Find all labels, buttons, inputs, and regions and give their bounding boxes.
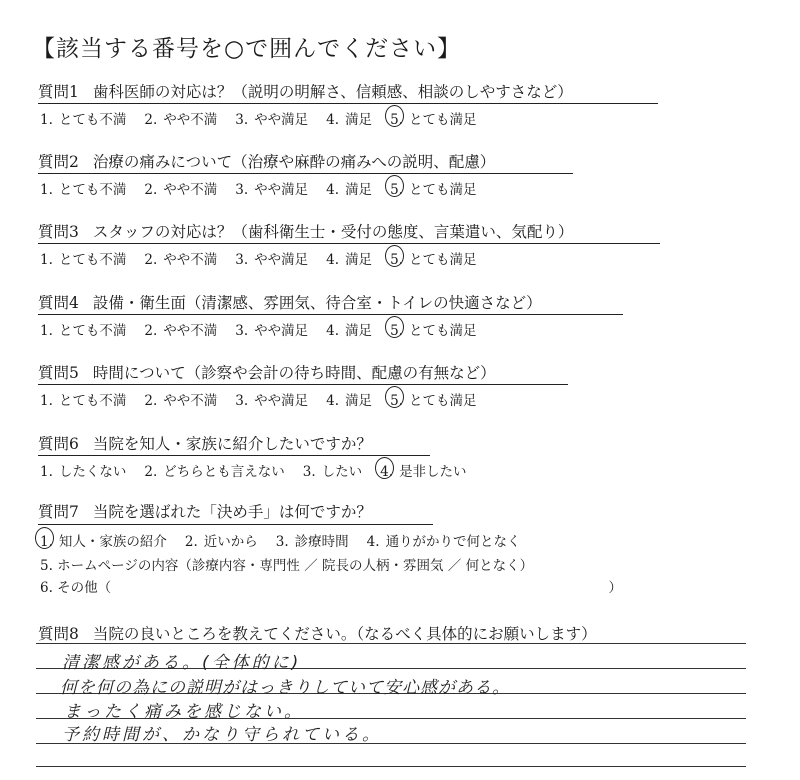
question-6-underline xyxy=(38,455,430,456)
option-label: 満足 xyxy=(345,393,373,409)
question-8-title xyxy=(38,622,597,644)
question-2-title xyxy=(38,150,495,172)
option-label: やや満足 xyxy=(254,323,309,339)
option-number: 4. xyxy=(326,323,340,339)
question-number: 質問1 xyxy=(38,83,79,101)
question-7-option-5[interactable]: 5. ホームページの内容（診療内容・専門性 ／ 院長の人柄・雰囲気 ／ 何となく） xyxy=(40,558,534,574)
option-number: 2. xyxy=(144,112,158,128)
rating-option[interactable] xyxy=(40,108,126,128)
question-text: スタッフの対応は？（歯科衛生士・受付の態度、言葉遣い、気配り） xyxy=(92,223,574,241)
rating-option[interactable] xyxy=(144,389,217,409)
rating-option[interactable] xyxy=(144,178,217,198)
option-label: やや満足 xyxy=(254,112,309,128)
option-label: 満足 xyxy=(345,112,373,128)
handwritten-answer-2: 何を何の為にの説明がはっきりしていて安心感がある。 xyxy=(60,678,510,698)
option-number: 3. xyxy=(302,464,316,480)
rating-option[interactable] xyxy=(235,248,308,268)
option-label: やや不満 xyxy=(163,393,218,409)
option-number: 2. xyxy=(144,182,158,198)
rating-option[interactable] xyxy=(326,319,372,339)
rating-option[interactable] xyxy=(144,108,217,128)
rating-option[interactable] xyxy=(326,389,372,409)
question-1-title xyxy=(38,80,573,102)
option-number: 3. xyxy=(275,534,289,550)
option-number: 1. xyxy=(40,464,53,480)
question-1-options xyxy=(40,108,494,128)
option-label: とても満足 xyxy=(408,112,477,128)
question-7-title xyxy=(38,500,372,522)
option-label: どちらとも言えない xyxy=(163,464,285,480)
option-label: とても満足 xyxy=(408,323,477,339)
option-number: 2. xyxy=(144,464,158,480)
option-label: 是非したい xyxy=(399,464,467,480)
question-7-option-6[interactable] xyxy=(40,576,620,596)
question-number: 質問4 xyxy=(38,294,79,312)
option-label: やや満足 xyxy=(254,252,309,268)
option-label: やや不満 xyxy=(163,252,218,268)
question-5-underline xyxy=(38,384,568,385)
rating-option-selected[interactable] xyxy=(390,248,476,268)
option-label: とても不満 xyxy=(58,323,127,339)
other-label: 6. その他（ xyxy=(40,580,112,596)
question-1-underline xyxy=(38,103,658,104)
question-2-options xyxy=(40,178,494,198)
rating-option[interactable] xyxy=(235,108,308,128)
option-number: 4. xyxy=(326,182,340,198)
rating-option[interactable] xyxy=(40,389,126,409)
question-3-underline xyxy=(38,243,660,244)
question-text: 治療の痛みについて（治療や麻酔の痛みへの説明、配慮） xyxy=(92,153,496,171)
option-number: 2. xyxy=(144,323,158,339)
option-label: とても不満 xyxy=(58,393,127,409)
option-number: 5. xyxy=(390,112,403,128)
question-2-underline xyxy=(38,173,573,174)
question-4-title xyxy=(38,291,542,313)
instruction-header: 【該当する番号を○で囲んでください】 xyxy=(32,36,462,62)
option-label: やや不満 xyxy=(163,112,218,128)
other-close-paren: ） xyxy=(608,580,622,596)
option-label: 知人・家族の紹介 xyxy=(58,534,167,550)
decision-option[interactable] xyxy=(185,530,258,550)
option-number: 2. xyxy=(144,252,158,268)
question-text: 設備・衛生面（清潔感、雰囲気、待合室・トイレの快適さなど） xyxy=(92,294,542,312)
answer-line xyxy=(36,766,746,767)
option-number: 1. xyxy=(40,182,53,198)
option-label: 満足 xyxy=(345,182,373,198)
decision-option[interactable] xyxy=(367,530,521,550)
question-4-underline xyxy=(38,314,623,315)
option-number: 1. xyxy=(40,252,53,268)
rating-option[interactable] xyxy=(40,248,126,268)
option-number: 1. xyxy=(40,323,53,339)
option-label: とても不満 xyxy=(58,252,127,268)
rating-option[interactable] xyxy=(235,319,308,339)
option-label: 近いから xyxy=(203,534,258,550)
option-number: 4. xyxy=(326,393,340,409)
question-6-title xyxy=(38,432,372,454)
option-number: 2. xyxy=(184,534,198,550)
handwritten-answer-1: 清潔感がある。(全体的に) xyxy=(62,653,302,673)
option-number: 5. xyxy=(390,182,403,198)
option-label: とても不満 xyxy=(58,112,127,128)
option-label: したい xyxy=(321,464,363,480)
question-3-options xyxy=(40,248,494,268)
decision-option-selected[interactable] xyxy=(40,530,167,550)
question-number: 質問8 xyxy=(38,625,79,643)
question-text: 当院の良いところを教えてください。（なるべく具体的にお願いします） xyxy=(92,625,597,643)
handwritten-answer-3: まったく痛みを感じない。 xyxy=(64,702,304,722)
option-label: やや満足 xyxy=(254,393,309,409)
option-label: やや不満 xyxy=(163,182,218,198)
question-number: 質問6 xyxy=(38,435,79,453)
option-label: とても満足 xyxy=(408,182,477,198)
option-label: とても満足 xyxy=(408,252,477,268)
question-text: 当院を知人・家族に紹介したいですか？ xyxy=(92,435,372,453)
question-text: 歯科医師の対応は？（説明の明解さ、信頼感、相談のしやすさなど） xyxy=(92,83,573,101)
question-3-title xyxy=(38,220,573,242)
handwritten-answer-4: 予約時間が、かなり守られている。 xyxy=(62,725,382,745)
rating-option-selected[interactable] xyxy=(390,319,476,339)
option-label: したくない xyxy=(58,464,127,480)
option-label: 診療時間 xyxy=(294,534,349,550)
rating-option[interactable] xyxy=(40,178,126,198)
question-6-options xyxy=(40,460,485,480)
rating-option[interactable] xyxy=(144,460,284,480)
option-number: 1. xyxy=(40,393,53,409)
option-number: 4. xyxy=(366,534,380,550)
option-number: 5. xyxy=(390,252,403,268)
option-number: 3. xyxy=(235,252,249,268)
option-label: やや満足 xyxy=(254,182,309,198)
option-label: やや不満 xyxy=(163,323,218,339)
rating-option[interactable] xyxy=(144,319,217,339)
option-number: 3. xyxy=(235,182,249,198)
option-number: 1. xyxy=(40,534,53,550)
question-number: 質問5 xyxy=(38,364,79,382)
question-number: 質問7 xyxy=(38,503,79,521)
question-text: 当院を選ばれた「決め手」は何ですか？ xyxy=(92,503,372,521)
option-number: 3. xyxy=(235,393,249,409)
option-label: 通りがかりで何となく xyxy=(385,534,521,550)
option-number: 5. xyxy=(390,393,403,409)
option-number: 5. xyxy=(390,323,403,339)
rating-option-selected[interactable] xyxy=(390,389,476,409)
rating-option-selected[interactable] xyxy=(390,178,476,198)
rating-option[interactable] xyxy=(326,178,372,198)
question-number: 質問2 xyxy=(38,153,79,171)
option-number: 4. xyxy=(326,252,340,268)
rating-option[interactable] xyxy=(235,178,308,198)
question-5-title xyxy=(38,361,496,383)
option-label: とても不満 xyxy=(58,182,127,198)
rating-option[interactable] xyxy=(326,248,372,268)
question-4-options xyxy=(40,319,494,339)
question-7-underline xyxy=(38,524,433,525)
rating-option-selected[interactable] xyxy=(390,108,476,128)
rating-option[interactable] xyxy=(303,460,362,480)
option-number: 4. xyxy=(326,112,340,128)
option-number: 3. xyxy=(235,112,249,128)
option-label: 満足 xyxy=(345,252,373,268)
option-label: とても満足 xyxy=(408,393,477,409)
rating-option[interactable] xyxy=(326,108,372,128)
option-number: 2. xyxy=(144,393,158,409)
question-7-options xyxy=(40,530,539,550)
rating-option[interactable] xyxy=(40,319,126,339)
question-text: 時間について（診察や会計の待ち時間、配慮の有無など） xyxy=(92,364,496,382)
rating-option-selected[interactable] xyxy=(380,460,466,480)
option-number: 3. xyxy=(235,323,249,339)
question-5-options xyxy=(40,389,494,409)
rating-option[interactable] xyxy=(144,248,217,268)
rating-option[interactable] xyxy=(235,389,308,409)
question-number: 質問3 xyxy=(38,223,79,241)
decision-option[interactable] xyxy=(276,530,349,550)
option-number: 1. xyxy=(40,112,53,128)
option-number: 4. xyxy=(380,464,394,480)
rating-option[interactable] xyxy=(40,460,126,480)
answer-line xyxy=(36,643,746,644)
option-label: 満足 xyxy=(345,323,373,339)
